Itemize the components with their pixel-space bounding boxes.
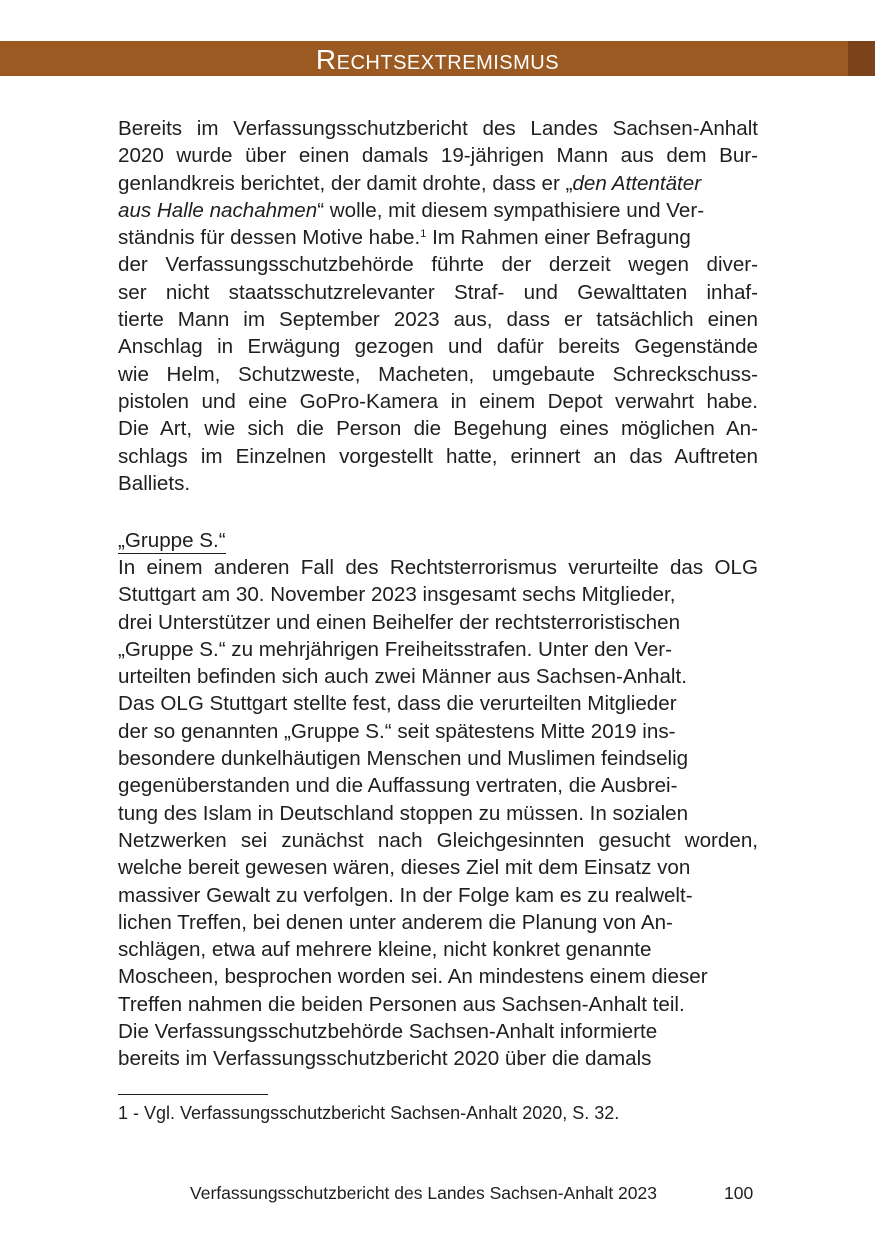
text-segment: Im Rahmen einer Befragung <box>426 226 691 250</box>
text-line: Bereits im Verfassungsschutzbericht des Landes Sachsen-Anhalt <box>118 117 758 140</box>
text-line: Stuttgart am 30. November 2023 insgesamt sechs Mitglieder, <box>118 583 676 607</box>
section-title: Rechtsextremismus <box>315 44 560 75</box>
text-line: drei Unterstützer und einen Beihelfer der rechtsterroristischen <box>118 610 681 634</box>
footnote-marker: 1 <box>420 228 427 241</box>
text-line: „Gruppe S.“ zu mehrjährigen Freiheitsstrafen. Unter den Ver- <box>118 637 672 661</box>
footnote: 1 - Vgl. Verfassungsschutzbericht Sachsen-Anhalt 2020, S. 32. <box>118 1103 620 1123</box>
text-line: 2020 wurde über einen damals 19-jährigen Mann aus dem Bur- <box>118 144 758 168</box>
text-segment: ständnis für dessen Motive habe. <box>118 226 421 250</box>
quote-italic: aus Halle nachahmen <box>118 198 318 222</box>
text-segment: “ wolle, mit diesem sympathisiere und Ver- <box>317 198 705 222</box>
text-line: wie Helm, Schutzweste, Macheten, umgebaute Schreckschuss- <box>118 362 758 386</box>
text-line: gegenüberstanden und die Auffassung vertraten, die Ausbrei- <box>118 774 678 798</box>
text-line <box>118 170 758 197</box>
text-line: Die Verfassungsschutzbehörde Sachsen-Anhalt informierte <box>118 1020 658 1044</box>
text-line: Die Art, wie sich die Person die Begehung eines möglichen An- <box>118 417 758 441</box>
page-number: 100 <box>724 1183 754 1203</box>
text-line: massiver Gewalt zu verfolgen. In der Folge kam es zu realwelt- <box>118 883 693 907</box>
text-segment: genlandkreis berichtet, der damit drohte, dass er „ <box>118 171 573 195</box>
text-line: Treffen nahmen die beiden Personen aus Sachsen-Anhalt teil. <box>118 992 685 1016</box>
text-line: schlags im Einzelnen vorgestellt hatte, erinnert an das Auftreten <box>118 444 758 468</box>
text-line: schlägen, etwa auf mehrere kleine, nicht konkret genannte <box>118 938 652 962</box>
page-footer: Verfassungsschutzbericht des Landes Sachsen-Anhalt 2023 <box>190 1183 657 1203</box>
subheading-text: „Gruppe S.“ <box>118 529 226 552</box>
text-line: bereits im Verfassungsschutzbericht 2020 über die damals <box>118 1047 652 1071</box>
text-line: welche bereit gewesen wären, dieses Ziel mit dem Einsatz von <box>118 856 691 880</box>
text-line: besondere dunkelhäutigen Menschen und Muslimen feindselig <box>118 747 689 771</box>
text-line: Moscheen, besprochen worden sei. An mindestens einem dieser <box>118 965 708 989</box>
text-line <box>118 197 758 224</box>
text-line: tierte Mann im September 2023 aus, dass er tatsächlich einen <box>118 308 758 332</box>
text-line: der Verfassungsschutzbehörde führte der derzeit wegen diver- <box>118 253 758 277</box>
text-line: In einem anderen Fall des Rechtsterrorismus verurteilte das OLG <box>118 556 758 579</box>
text-line: tung des Islam in Deutschland stoppen zu müssen. In sozialen <box>118 801 689 825</box>
text-line: Balliets. <box>118 471 191 495</box>
text-line: ser nicht staatsschutzrelevanter Straf- und Gewalttaten inhaf- <box>118 280 758 304</box>
text-line: Anschlag in Erwägung gezogen und dafür bereits Gegenstände <box>118 335 758 359</box>
text-line <box>118 224 758 251</box>
quote-italic: den Attentäter <box>572 171 702 195</box>
paragraph-1 <box>118 115 758 497</box>
paragraph-2 <box>118 554 758 1073</box>
text-line: Netzwerken sei zunächst nach Gleichgesinnten gesucht worden, <box>118 828 758 852</box>
text-line: Das OLG Stuttgart stellte fest, dass die verurteilten Mitglieder <box>118 692 677 716</box>
text-line: urteilten befinden sich auch zwei Männer aus Sachsen-Anhalt. <box>118 665 687 689</box>
text-line: lichen Treffen, bei denen unter anderem die Planung von An- <box>118 910 673 934</box>
footnote-divider <box>118 1094 268 1095</box>
subheading-gruppe-s <box>118 527 226 554</box>
text-line: der so genannten „Gruppe S.“ seit spätestens Mitte 2019 ins- <box>118 719 676 743</box>
text-line: pistolen und eine GoPro-Kamera in einem Depot verwahrt habe. <box>118 389 758 413</box>
